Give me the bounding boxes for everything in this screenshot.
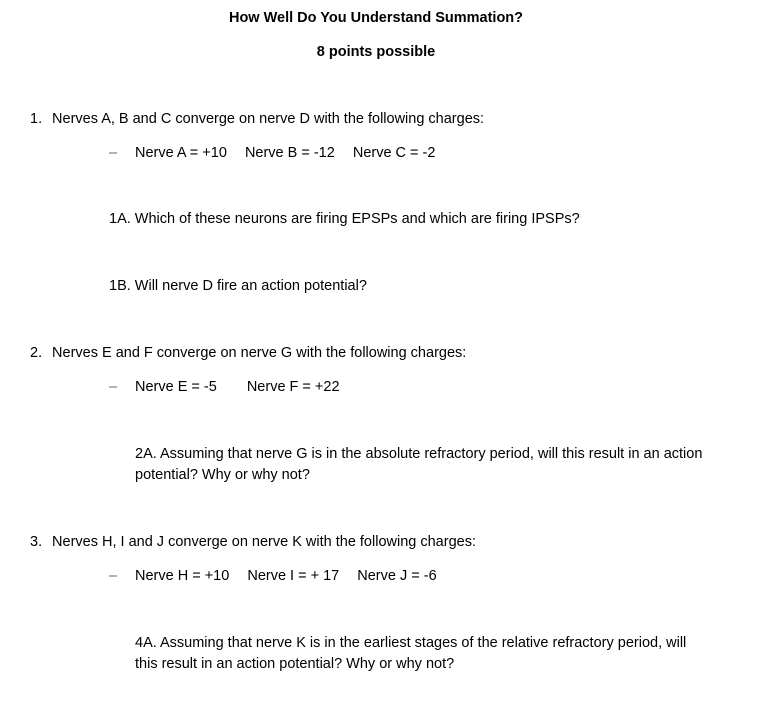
subquestion-4a: 4A. Assuming that nerve K is in the earliest stages of the relative refractory period, will this result in an action potential? Why or why not?	[135, 635, 687, 672]
subquestion-2a: 2A. Assuming that nerve G is in the absolute refractory period, will this result in an action potential? Why or why not?	[135, 446, 703, 483]
points-possible: 8 points possible	[316, 44, 436, 60]
charge-nerve-a: Nerve A = +10	[135, 145, 227, 161]
question-number: 1.	[30, 111, 43, 127]
question-2	[30, 345, 466, 361]
question-1	[30, 111, 484, 127]
dash-bullet: –	[109, 379, 118, 395]
charges-list	[135, 145, 449, 161]
subquestion-1b: 1B. Will nerve D fire an action potential?	[109, 278, 367, 294]
charge-nerve-j: Nerve J = -6	[357, 568, 437, 584]
dash-bullet: –	[109, 568, 118, 584]
question-3	[30, 534, 476, 550]
charge-nerve-i: Nerve I = + 17	[247, 568, 340, 584]
subquestion-1a: 1A. Which of these neurons are firing EPSPs and which are firing IPSPs?	[109, 211, 580, 227]
charge-nerve-b: Nerve B = -12	[244, 145, 335, 161]
question-number: 3.	[30, 534, 43, 550]
charge-nerve-f: Nerve F = +22	[246, 379, 340, 395]
charges-list	[135, 379, 354, 395]
question-text: Nerves E and F converge on nerve G with the following charges:	[52, 345, 467, 361]
charge-nerve-e: Nerve E = -5	[135, 379, 217, 395]
charge-nerve-c: Nerve C = -2	[352, 145, 436, 161]
charge-nerve-h: Nerve H = +10	[135, 568, 230, 584]
dash-bullet: –	[109, 145, 118, 161]
charges-list	[135, 568, 451, 584]
question-text: Nerves H, I and J converge on nerve K with the following charges:	[52, 534, 476, 550]
question-number: 2.	[30, 345, 43, 361]
page-title: How Well Do You Understand Summation?	[228, 10, 524, 26]
question-text: Nerves A, B and C converge on nerve D with the following charges:	[52, 111, 485, 127]
